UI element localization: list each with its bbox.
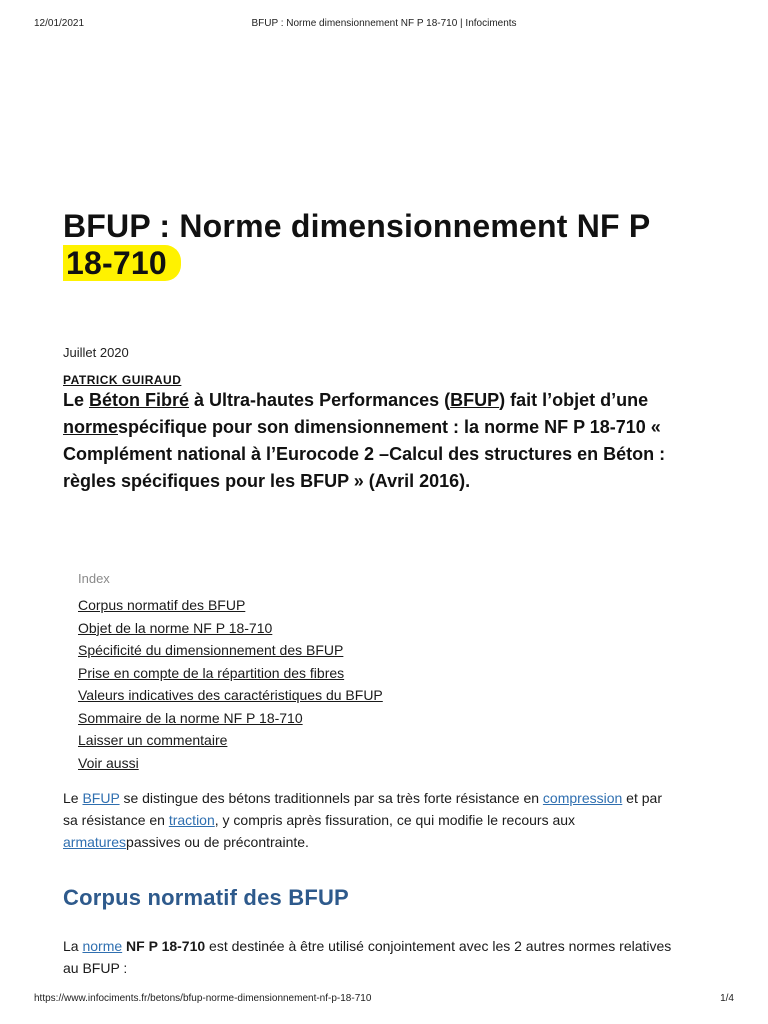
toc-list <box>78 594 578 774</box>
body-text: La <box>63 938 83 954</box>
toc-item <box>78 707 578 730</box>
page-title <box>63 208 683 282</box>
toc-link-voir-aussi[interactable]: Voir aussi <box>78 754 139 771</box>
intro-paragraph <box>63 387 683 495</box>
toc-link-commentaire[interactable]: Laisser un commentaire <box>78 732 228 748</box>
toc-link-specificite[interactable]: Spécificité du dimensionnement des BFUP <box>78 642 344 658</box>
page-title-highlight: 18-710 <box>63 245 181 281</box>
traction-link[interactable]: traction <box>168 812 215 828</box>
body-text: Le <box>63 790 83 806</box>
toc-item <box>78 729 578 752</box>
print-date: 12/01/2021 <box>34 18 85 29</box>
toc-item <box>78 594 578 617</box>
body-paragraph <box>63 935 678 979</box>
compression-link[interactable]: compression <box>542 790 623 806</box>
table-of-contents <box>78 570 578 774</box>
toc-item <box>78 639 578 662</box>
body-text: , y compris après fissuration, ce qui modifie le recours aux <box>214 812 576 828</box>
section-heading-corpus: Corpus normatif des BFUP <box>63 885 349 910</box>
body-text: et par sa résistance en <box>63 790 662 828</box>
armatures-link[interactable]: armatures <box>63 834 127 850</box>
intro-text: ) fait l’objet d’une <box>499 390 649 410</box>
author-link[interactable]: PATRICK GUIRAUD <box>63 373 182 387</box>
toc-link-sommaire[interactable]: Sommaire de la norme NF P 18-710 <box>78 709 303 726</box>
print-footer <box>34 993 734 1007</box>
toc-title: Index <box>78 571 110 586</box>
toc-item <box>78 662 578 685</box>
norme-reference: NF P 18-710 <box>126 938 206 954</box>
page-number: 1/4 <box>720 993 734 1004</box>
toc-item <box>78 617 578 640</box>
intro-text: à Ultra-hautes Performances ( <box>189 390 451 410</box>
intro-text: Le <box>63 390 90 410</box>
intro-text: spécifique pour son dimensionnement : la norme NF P 18-710 « Complément national à l’Eurocode 2 –Calcul des structures en Béton : règles spécifiques pour les BFUP » (Avril 2016). <box>63 417 666 491</box>
toc-link-objet[interactable]: Objet de la norme NF P 18-710 <box>78 619 273 636</box>
post-date: Juillet 2020 <box>63 345 129 360</box>
print-document-title: BFUP : Norme dimensionnement NF P 18-710 | Infociments <box>251 18 517 29</box>
bfup-link[interactable]: BFUP <box>450 390 500 410</box>
body-text: est destinée à être utilisé conjointement avec les 2 autres normes relatives au BFUP : <box>63 938 672 976</box>
bfup-link[interactable]: BFUP <box>82 790 120 806</box>
norme-link[interactable]: norme <box>63 417 119 437</box>
body-text: se distingue des bétons traditionnels par sa très forte résistance en <box>119 790 543 806</box>
toc-link-valeurs[interactable]: Valeurs indicatives des caractéristiques du BFUP <box>78 687 383 703</box>
toc-link-corpus[interactable]: Corpus normatif des BFUP <box>78 597 246 613</box>
print-header <box>34 18 734 32</box>
beton-fibre-link[interactable]: Béton Fibré <box>89 390 190 410</box>
body-text: passives ou de précontrainte. <box>126 834 309 850</box>
page-title-main: BFUP : Norme dimensionnement NF P <box>63 208 651 244</box>
toc-item <box>78 752 578 775</box>
toc-item <box>78 684 578 707</box>
print-url: https://www.infociments.fr/betons/bfup-norme-dimensionnement-nf-p-18-710 <box>34 993 372 1004</box>
norme-link[interactable]: norme <box>82 938 123 954</box>
body-paragraph <box>63 787 678 853</box>
toc-link-repartition[interactable]: Prise en compte de la répartition des fibres <box>78 664 345 681</box>
